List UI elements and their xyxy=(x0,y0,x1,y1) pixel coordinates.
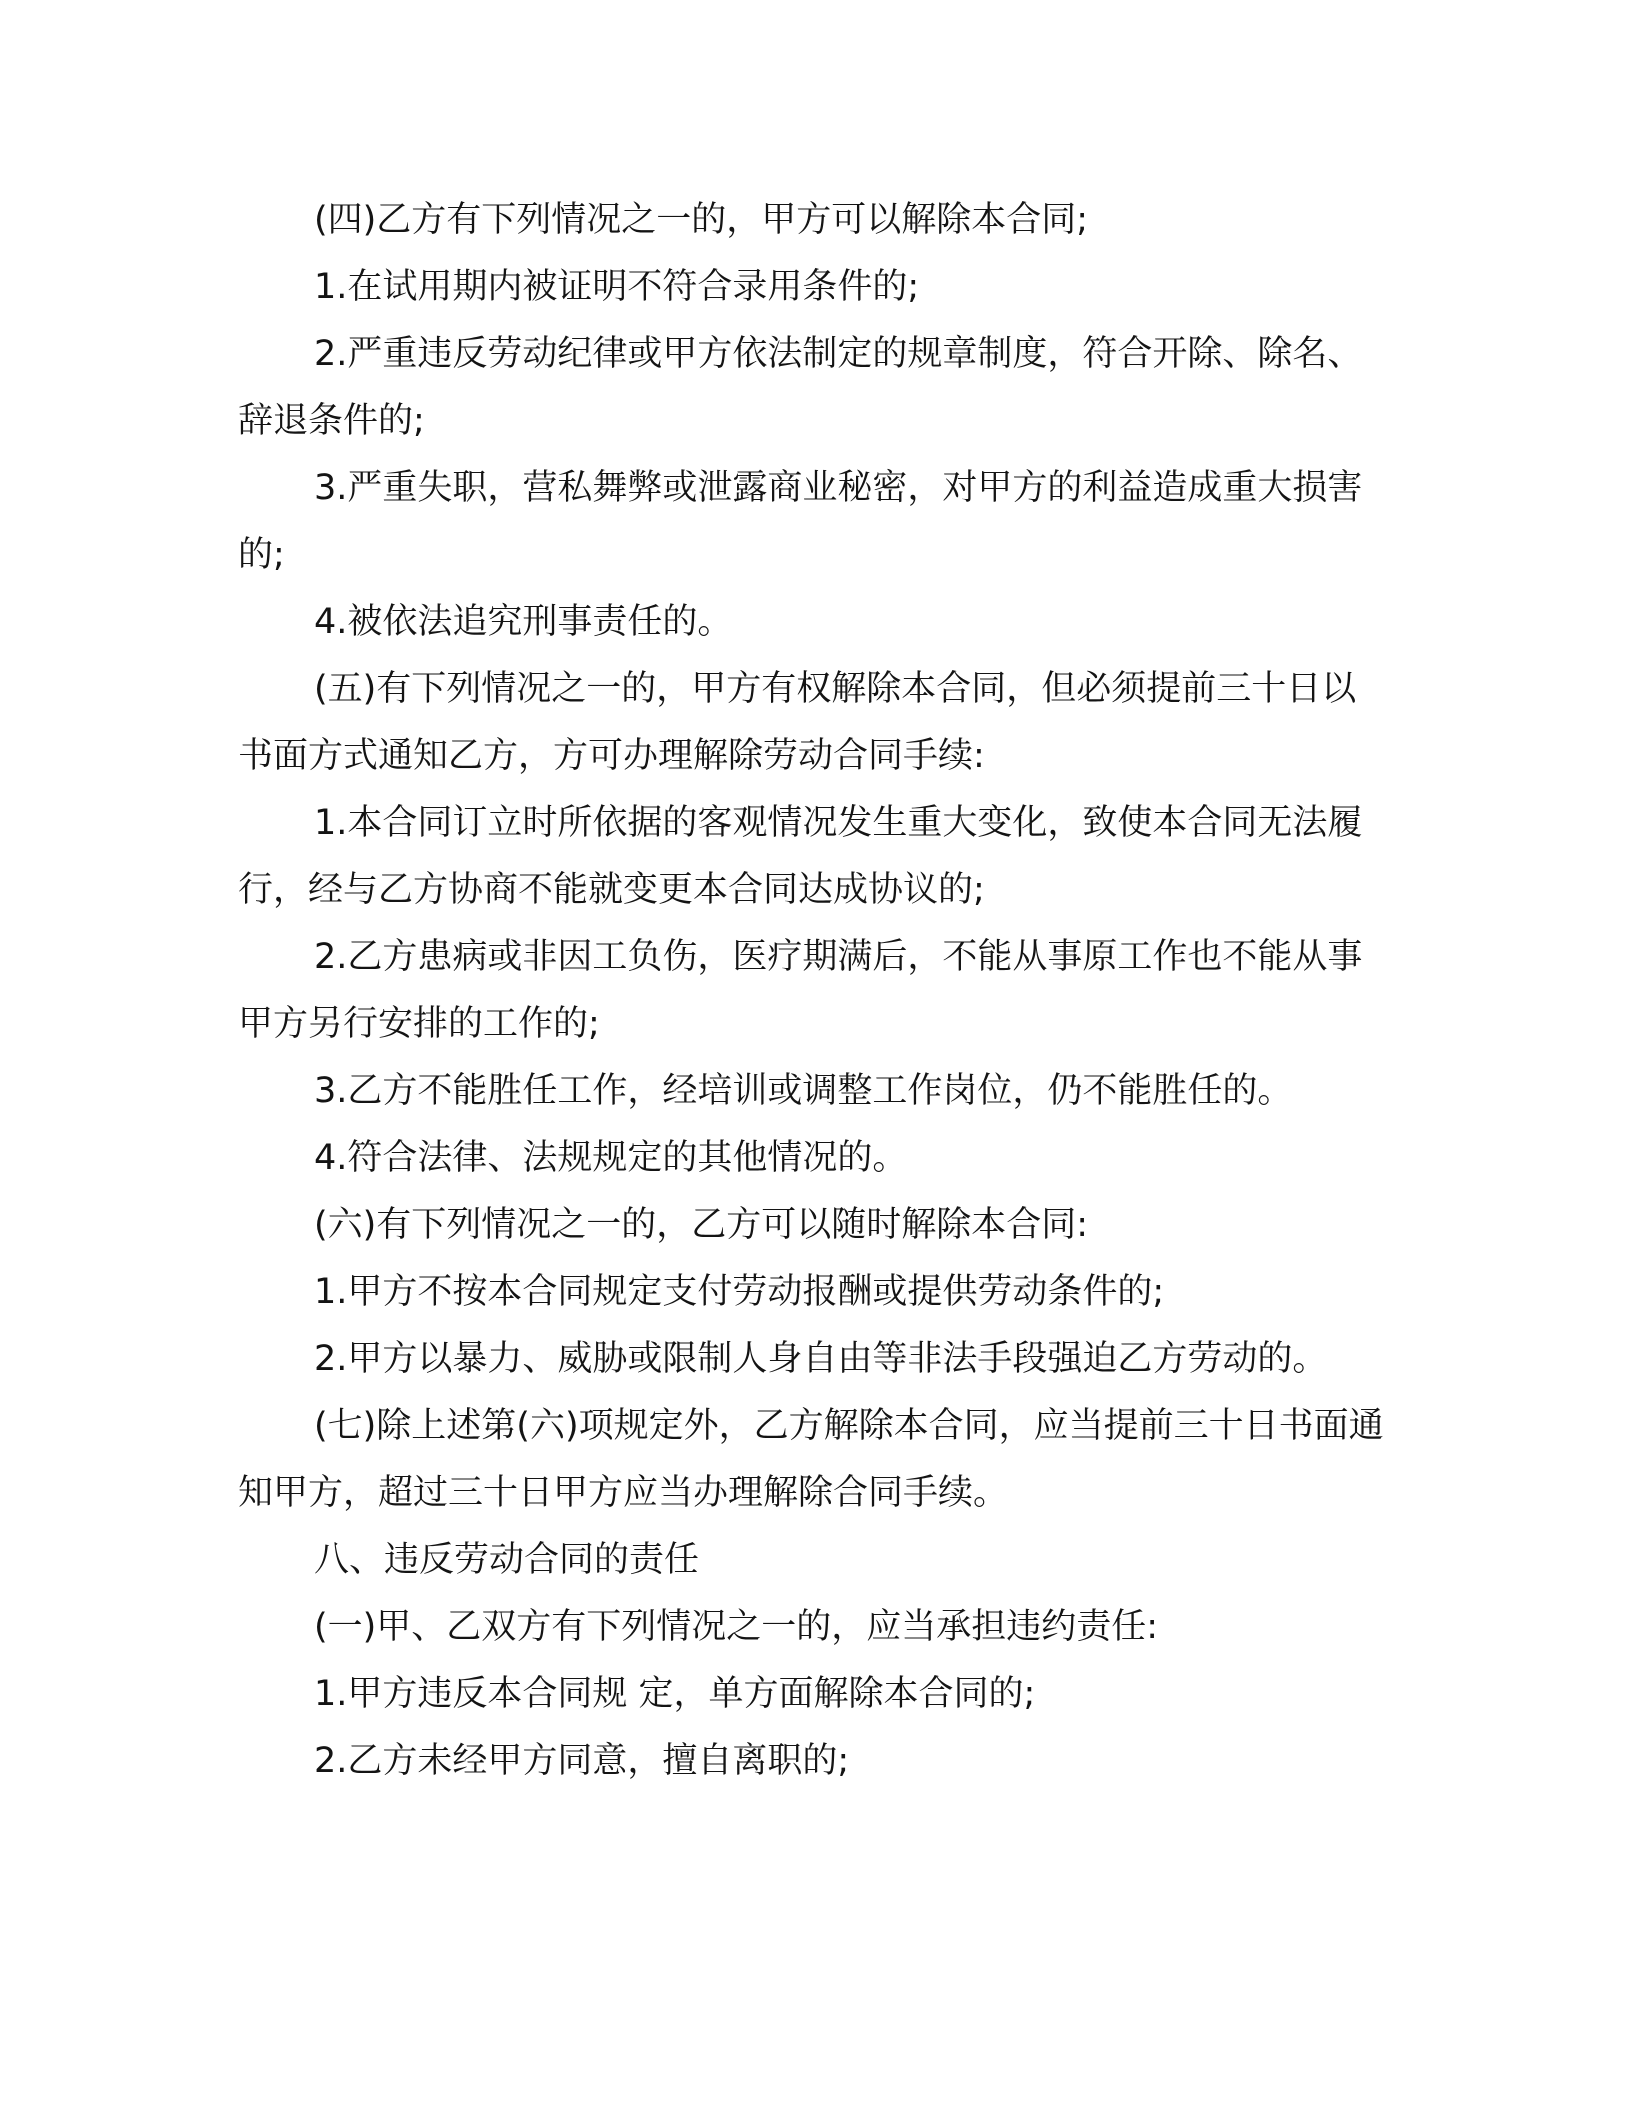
paragraph-5-termination-with-notice: (五)有下列情况之一的，甲方有权解除本合同，但必须提前三十日以书面方式通知乙方，方可办理解除劳动合同手续: xyxy=(238,669,1357,776)
paragraph-item: 4.被依法追究刑事责任的。 xyxy=(314,602,733,642)
paragraph-item: 1.甲方违反本合同规 定，单方面解除本合同的; xyxy=(314,1674,1036,1714)
paragraph-item: 2.甲方以暴力、威胁或限制人身自由等非法手段强迫乙方劳动的。 xyxy=(314,1339,1328,1379)
paragraph-item: 1.在试用期内被证明不符合录用条件的; xyxy=(314,267,920,307)
section-heading-8: 八、违反劳动合同的责任 xyxy=(314,1540,700,1580)
paragraph-4-termination-by-employer: (四)乙方有下列情况之一的，甲方可以解除本合同; xyxy=(314,200,1089,240)
paragraph-1-breach-liability: (一)甲、乙双方有下列情况之一的，应当承担违约责任: xyxy=(314,1607,1159,1647)
paragraph-item: 2.严重违反劳动纪律或甲方依法制定的规章制度，符合开除、除名、辞退条件的; xyxy=(238,334,1363,441)
paragraph-item: 1.本合同订立时所依据的客观情况发生重大变化，致使本合同无法履行，经与乙方协商不能就变更本合同达成协议的; xyxy=(238,803,1363,910)
paragraph-item: 4.符合法律、法规规定的其他情况的。 xyxy=(314,1138,908,1178)
document-body xyxy=(238,187,1388,1795)
paragraph-item: 3.严重失职，营私舞弊或泄露商业秘密，对甲方的利益造成重大损害的; xyxy=(238,468,1363,575)
paragraph-6-termination-by-employee: (六)有下列情况之一的，乙方可以随时解除本合同: xyxy=(314,1205,1089,1245)
paragraph-item: 2.乙方患病或非因工负伤，医疗期满后，不能从事原工作也不能从事甲方另行安排的工作的; xyxy=(238,937,1363,1044)
paragraph-item: 3.乙方不能胜任工作，经培训或调整工作岗位，仍不能胜任的。 xyxy=(314,1071,1293,1111)
paragraph-7-employee-notice: (七)除上述第(六)项规定外，乙方解除本合同，应当提前三十日书面通知甲方，超过三十日甲方应当办理解除合同手续。 xyxy=(238,1406,1384,1513)
paragraph-item: 2.乙方未经甲方同意，擅自离职的; xyxy=(314,1741,850,1781)
paragraph-item: 1.甲方不按本合同规定支付劳动报酬或提供劳动条件的; xyxy=(314,1272,1165,1312)
